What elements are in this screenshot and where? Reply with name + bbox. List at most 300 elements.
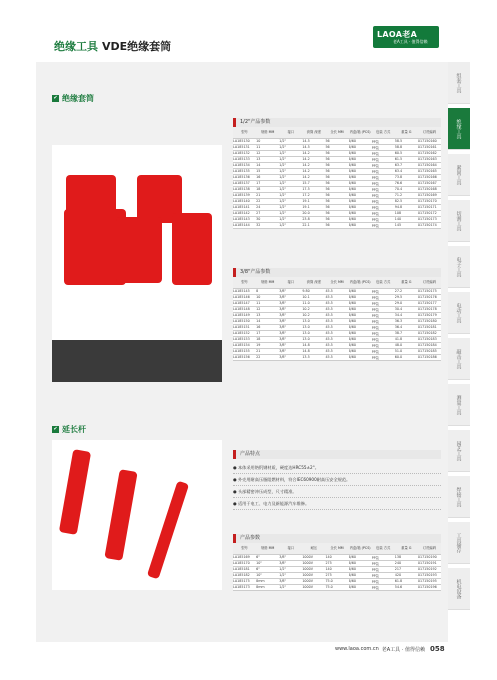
table-cell: 6" (256, 554, 279, 560)
table-cell: 29.0 (395, 300, 418, 306)
table-cell: 13 (256, 156, 279, 162)
table-cell: PP袋 (372, 354, 395, 360)
table-cell: LA185134 (233, 162, 256, 168)
table-cell: 1/2" (279, 186, 302, 192)
table-cell: 6/60 (349, 204, 372, 210)
table-cell: 15 (256, 168, 279, 174)
table-cell: 14.2 (302, 162, 325, 168)
table-cell: PP袋 (372, 222, 395, 228)
table-cell: 56 (325, 162, 348, 168)
table-cell: 6/60 (349, 288, 372, 294)
table-cell: 3/8" (279, 554, 302, 560)
table-cell: 017150185 (418, 348, 441, 354)
table-cell: LA185150 (233, 318, 256, 324)
table-cell: PP袋 (372, 330, 395, 336)
table-cell: 6/60 (349, 330, 372, 336)
page-number: 058 (429, 645, 445, 653)
extension-bar-image (147, 481, 189, 580)
table-cell: 17 (256, 330, 279, 336)
table-cell: 1/2" (279, 150, 302, 156)
table-cell: 017150174 (418, 222, 441, 228)
table-cell: 58.5 (395, 138, 418, 144)
table-cell: 6/60 (349, 572, 372, 578)
table-cell: 017150180 (418, 318, 441, 324)
table-cell: 1000V (302, 578, 325, 584)
table-cell: 138 (395, 554, 418, 560)
table-cell: 017150170 (418, 198, 441, 204)
logo-tagline: 老A工具 · 值得信赖 (393, 39, 428, 44)
table-cell: 6/60 (349, 300, 372, 306)
footer-url[interactable]: www.laoa.com.cn (335, 646, 379, 652)
column-header: 接口 (279, 127, 302, 138)
laoa-logo (373, 26, 439, 48)
table-cell: 61.5 (395, 156, 418, 162)
table-cell: 275 (325, 560, 348, 566)
table-cell: 017150178 (418, 306, 441, 312)
table-cell: 6/60 (349, 578, 372, 584)
table-cell: 3/8" (279, 318, 302, 324)
table-cell: 18 (256, 186, 279, 192)
table-cell: 3/8" (279, 336, 302, 342)
page-title (54, 38, 171, 54)
table-cell: 56 (325, 180, 348, 186)
table-cell: 14.2 (302, 174, 325, 180)
section-title-extension (52, 424, 86, 435)
column-header: 订货编码 (418, 127, 441, 138)
section-title-sockets (52, 93, 94, 104)
table-cell: PP袋 (372, 210, 395, 216)
table-cell: 14.2 (302, 150, 325, 156)
table-cell: 6/60 (349, 192, 372, 198)
table-cell: LA185140 (233, 198, 256, 204)
table-cell: 1/2" (279, 192, 302, 198)
table-cell: 56 (325, 204, 348, 210)
table-cell: PP袋 (372, 554, 395, 560)
table-cell: 17.2 (302, 192, 325, 198)
table-cell: PP袋 (372, 192, 395, 198)
section-label: 绝缘套筒 (62, 94, 94, 103)
table-cell: 017150171 (418, 204, 441, 210)
column-header: 型号 (233, 127, 256, 138)
table-cell: 017150167 (418, 180, 441, 186)
table-cell: 21 (256, 192, 279, 198)
table-cell: 38.7 (395, 330, 418, 336)
table-cell: PP袋 (372, 566, 395, 572)
table-cell: 017150161 (418, 144, 441, 150)
table-cell: 11.0 (302, 300, 325, 306)
column-header: 全长 MM (325, 543, 348, 554)
column-header: 接口 (279, 543, 302, 554)
table-cell: 8 (256, 288, 279, 294)
table-cell: 1/2" (279, 222, 302, 228)
column-header: 重量 G (395, 543, 418, 554)
table-cell: 6/60 (349, 156, 372, 162)
column-header: 接口 (279, 277, 302, 288)
column-header: 规格 MM (256, 543, 279, 554)
feature-item: ● 适用于电工、电力及新能源汽车维修。 (233, 498, 441, 510)
table-cell: LA185138 (233, 186, 256, 192)
table-cell: 1/2" (279, 162, 302, 168)
sidebar-tab[interactable]: 敲击工具 (448, 338, 470, 380)
table-cell: PP袋 (372, 168, 395, 174)
table-cell: 45.5 (325, 318, 348, 324)
table-cell: 34.4 (395, 312, 418, 318)
table-cell: 63.4 (395, 168, 418, 174)
table-cell: 017150164 (418, 162, 441, 168)
column-header: 耐压 (302, 543, 325, 554)
table-cell: 22 (256, 354, 279, 360)
category-title: 绝缘工具 (54, 40, 98, 53)
table-cell: LA185148 (233, 306, 256, 312)
table-cell: 30.4 (395, 306, 418, 312)
table-cell: 56 (325, 198, 348, 204)
sidebar-tab[interactable]: 绝缘工具 (448, 108, 470, 150)
table-cell: PP袋 (372, 150, 395, 156)
table-cell: 145 (395, 222, 418, 228)
table-cell: 217 (395, 566, 418, 572)
table-cell: 140 (325, 566, 348, 572)
table-cell: 14.2 (302, 156, 325, 162)
column-header: 包装 方式 (372, 277, 395, 288)
table-cell: 6/60 (349, 186, 372, 192)
table-cell: 56 (325, 192, 348, 198)
table-cell: 45.5 (325, 300, 348, 306)
table-cell: 36.3 (395, 318, 418, 324)
extension-bar-image (104, 469, 137, 561)
table-cell: 24 (256, 204, 279, 210)
table-cell: LA185132 (233, 150, 256, 156)
table-cell: 45.5 (325, 294, 348, 300)
table-cell: 22 (256, 198, 279, 204)
sidebar-tab[interactable]: 电子工具 (448, 246, 470, 288)
table-cell: LA185173 (233, 584, 256, 590)
table-cell: 6/60 (349, 354, 372, 360)
table-cell: 56 (325, 150, 348, 156)
table-cell: LA185145 (233, 288, 256, 294)
table-cell: 56 (325, 216, 348, 222)
table-cell: 15.7 (302, 180, 325, 186)
table-cell: PP袋 (372, 204, 395, 210)
table-cell: LA185156 (233, 354, 256, 360)
features-list (233, 462, 441, 510)
table-three-eighths (233, 277, 441, 361)
table-cell: 12 (256, 306, 279, 312)
table-cell: 56 (325, 144, 348, 150)
table-cell: LA185155 (233, 348, 256, 354)
table-cell: 017150168 (418, 186, 441, 192)
table-cell: PP袋 (372, 318, 395, 324)
table-cell: LA185169 (233, 554, 256, 560)
table-cell: 56 (325, 156, 348, 162)
table-cell: PP袋 (372, 186, 395, 192)
footer-slogan: 老A工具 · 值得信赖 (381, 646, 425, 653)
table-cell: 1/2" (279, 198, 302, 204)
table-cell: 32 (256, 222, 279, 228)
table-cell: 6" (256, 566, 279, 572)
table-cell: LA185147 (233, 300, 256, 306)
table-cell: 6/60 (349, 174, 372, 180)
table-cell: PP袋 (372, 180, 395, 186)
table-cell: 017150179 (418, 312, 441, 318)
feature-item: ● 头部精密冲压成型，尺寸精准。 (233, 486, 441, 498)
table-cell: 56 (325, 222, 348, 228)
table-cell: 10 (256, 138, 279, 144)
table-cell: 1/2" (279, 572, 302, 578)
table-cell: 275 (325, 572, 348, 578)
table-cell: 017150193 (418, 572, 441, 578)
table-row (233, 222, 441, 228)
column-header: 内盒/箱 (PCS) (349, 277, 372, 288)
section-check-icon: ✔ (53, 95, 58, 101)
table-cell: 75.0 (325, 584, 348, 590)
table-cell: 82.5 (395, 198, 418, 204)
table-cell: LA185146 (233, 294, 256, 300)
extension-bar-photo (52, 440, 222, 590)
table-cell: 16 (256, 324, 279, 330)
table-cell: 017150165 (418, 168, 441, 174)
table-cell: PP袋 (372, 144, 395, 150)
table-cell: 017150166 (418, 174, 441, 180)
column-header: 重量 G (395, 127, 418, 138)
sidebar-tab[interactable]: 焊接工具 (448, 476, 470, 518)
sidebar-tab[interactable]: 机电设备 (448, 568, 470, 610)
table-cell: PP袋 (372, 162, 395, 168)
column-header: 套筒 深度 (302, 277, 325, 288)
table-cell: 1/2" (279, 216, 302, 222)
table-cell: PP袋 (372, 216, 395, 222)
sidebar-tab[interactable]: 测量工具 (448, 384, 470, 426)
table-cell: 16 (256, 174, 279, 180)
table-cell: PP袋 (372, 584, 395, 590)
table-cell: 6/60 (349, 150, 372, 156)
table-cell: 48.0 (395, 342, 418, 348)
table-cell: PP袋 (372, 348, 395, 354)
table-cell: 14.5 (302, 138, 325, 144)
section-label: 延长杆 (62, 425, 86, 434)
table-cell: 8mm (256, 578, 279, 584)
table-cell: 3/8" (279, 330, 302, 336)
socket-usage-photos (52, 340, 222, 382)
table-cell: 13.0 (302, 336, 325, 342)
table-cell: 3/8" (279, 348, 302, 354)
table-cell: 3/8" (279, 354, 302, 360)
table-cell: 6/60 (349, 162, 372, 168)
socket-product-photo (52, 145, 222, 340)
table-cell: 6/60 (349, 584, 372, 590)
table-cell: 12 (256, 150, 279, 156)
table-cell: 22.1 (302, 222, 325, 228)
table-cell: 45.5 (325, 336, 348, 342)
logo-text: LAOA老A (377, 30, 418, 39)
sidebar-tab[interactable]: 电动工具 (448, 292, 470, 334)
table-cell: 45.5 (325, 342, 348, 348)
table-cell: 21 (256, 348, 279, 354)
table-cell: 6/60 (349, 198, 372, 204)
page-header (0, 0, 497, 55)
table-cell: 017150190 (418, 554, 441, 560)
table-cell: LA185153 (233, 336, 256, 342)
sidebar-tab[interactable]: 工具储存 (448, 522, 470, 564)
table-cell: 14.8 (302, 348, 325, 354)
feature-item: ● 外壳用耐高压脂阻燃材料，符合IEC60900耐高压安全规范。 (233, 474, 441, 486)
table-row (233, 354, 441, 360)
table-cell: 45.5 (325, 330, 348, 336)
page-footer (335, 645, 445, 653)
table-cell: 13.0 (302, 318, 325, 324)
table-cell: 017150183 (418, 336, 441, 342)
sidebar-tab[interactable]: 组套工具 (448, 62, 470, 104)
table-cell: 10.2 (302, 312, 325, 318)
table-cell: 6/60 (349, 210, 372, 216)
table-cell: 45.5 (325, 348, 348, 354)
table-cell: 94.8 (395, 204, 418, 210)
table-cell: 45.5 (325, 306, 348, 312)
table-cell: 6/60 (349, 560, 372, 566)
table-cell: PP袋 (372, 294, 395, 300)
table-cell: PP袋 (372, 578, 395, 584)
table-cell: 3/8" (279, 300, 302, 306)
sidebar-tab[interactable]: 切割工具 (448, 200, 470, 242)
table-cell: PP袋 (372, 560, 395, 566)
table-cell: PP袋 (372, 288, 395, 294)
table-cell: LA185144 (233, 222, 256, 228)
table-cell: 6/60 (349, 318, 372, 324)
table-cell: 10" (256, 572, 279, 578)
table-cell: LA185175 (233, 578, 256, 584)
table-cell: LA185170 (233, 560, 256, 566)
table-cell: 6/60 (349, 348, 372, 354)
table-cell: 6/60 (349, 168, 372, 174)
section-check-icon: ✔ (53, 426, 58, 432)
table-cell: 1/2" (279, 584, 302, 590)
table-cell: 1000V (302, 554, 325, 560)
table-cell: 56 (325, 174, 348, 180)
table-cell: 56 (325, 138, 348, 144)
table-cell: 017150175 (418, 288, 441, 294)
table-cell: 017150191 (418, 560, 441, 566)
table-cell: PP袋 (372, 306, 395, 312)
table-cell: 8mm (256, 584, 279, 590)
table-cell: 10" (256, 560, 279, 566)
table-cell: 75.0 (325, 578, 348, 584)
table-cell: 1000V (302, 584, 325, 590)
column-header: 规格 MM (256, 277, 279, 288)
table-cell: 10.2 (302, 306, 325, 312)
table2-title: 3/8"产品参数 (233, 268, 441, 277)
table-cell: 29.5 (395, 294, 418, 300)
table-cell: 3/8" (279, 324, 302, 330)
table1-title: 1/2"产品参数 (233, 118, 441, 127)
sidebar-tab[interactable]: 紧固工具 (448, 154, 470, 196)
table-cell: 13.0 (302, 324, 325, 330)
table-cell: 017150160 (418, 138, 441, 144)
table-cell: 41.8 (395, 336, 418, 342)
table-cell: 6/60 (349, 336, 372, 342)
table-cell: LA185133 (233, 156, 256, 162)
socket-image (116, 217, 162, 283)
table-cell: 63.7 (395, 162, 418, 168)
table-cell: 017150162 (418, 150, 441, 156)
column-header: 型号 (233, 277, 256, 288)
table-cell: 70.4 (395, 186, 418, 192)
column-header: 包装 方式 (372, 127, 395, 138)
table-cell: 14.2 (302, 168, 325, 174)
table-cell: 3/8" (279, 560, 302, 566)
table-cell: 60.5 (395, 150, 418, 156)
product-subtitle: VDE绝缘套筒 (102, 40, 172, 53)
table-cell: 36.4 (395, 324, 418, 330)
table-cell: PP袋 (372, 174, 395, 180)
table-cell: PP袋 (372, 300, 395, 306)
table-cell: 017150163 (418, 156, 441, 162)
table-cell: PP袋 (372, 198, 395, 204)
table-cell: 73.8 (395, 174, 418, 180)
column-header: 全长 MM (325, 277, 348, 288)
table-cell: 1000V (302, 560, 325, 566)
table-cell: 45.5 (325, 288, 348, 294)
table-cell: PP袋 (372, 336, 395, 342)
table-cell: PP袋 (372, 342, 395, 348)
column-header: 全长 MM (325, 127, 348, 138)
table-cell: PP袋 (372, 324, 395, 330)
table-cell: 23.8 (302, 216, 325, 222)
table-cell: 3/8" (279, 306, 302, 312)
column-header: 内盒/箱 (PCS) (349, 543, 372, 554)
table-cell: 3/8" (279, 294, 302, 300)
table-cell: 30 (256, 216, 279, 222)
table-cell: 6/60 (349, 180, 372, 186)
table-cell: LA185139 (233, 192, 256, 198)
table-cell: 3/8" (279, 342, 302, 348)
table-cell: 14 (256, 318, 279, 324)
table-cell: 017150181 (418, 324, 441, 330)
table-cell: 58.8 (395, 144, 418, 150)
table-cell: 017150177 (418, 300, 441, 306)
table-cell: 3/8" (279, 312, 302, 318)
table-cell: 19 (256, 342, 279, 348)
table-cell: PP袋 (372, 572, 395, 578)
table-cell: 1000V (302, 572, 325, 578)
features-title: 产品特点 (233, 450, 441, 459)
table-cell: PP袋 (372, 312, 395, 318)
table-cell: 1/2" (279, 566, 302, 572)
table-cell: PP袋 (372, 138, 395, 144)
table-cell: 017150186 (418, 354, 441, 360)
table-cell: LA185137 (233, 180, 256, 186)
sidebar-tab[interactable]: 园艺工具 (448, 430, 470, 472)
table-cell: 017150176 (418, 294, 441, 300)
table-cell: 10.1 (302, 294, 325, 300)
table-cell: 61.8 (395, 578, 418, 584)
table-cell: 45.5 (325, 324, 348, 330)
table-cell: 18 (256, 336, 279, 342)
table-cell: LA185152 (233, 330, 256, 336)
table-cell: 13.5 (302, 354, 325, 360)
table-cell: 20.0 (302, 210, 325, 216)
table-cell: 017150184 (418, 342, 441, 348)
table-cell: LA185182 (233, 572, 256, 578)
table-cell: 1/2" (279, 210, 302, 216)
feature-item: ● 本体采用铬钒钢材质，硬度达HRC55±2°。 (233, 462, 441, 474)
extension-bar-image (59, 449, 91, 535)
table-row (233, 584, 441, 590)
table-cell: LA185136 (233, 174, 256, 180)
table3-title: 产品参数 (233, 534, 441, 543)
socket-image (172, 213, 212, 285)
table-cell: 13.0 (302, 330, 325, 336)
table-cell: LA185141 (233, 204, 256, 210)
table-cell: LA185135 (233, 168, 256, 174)
